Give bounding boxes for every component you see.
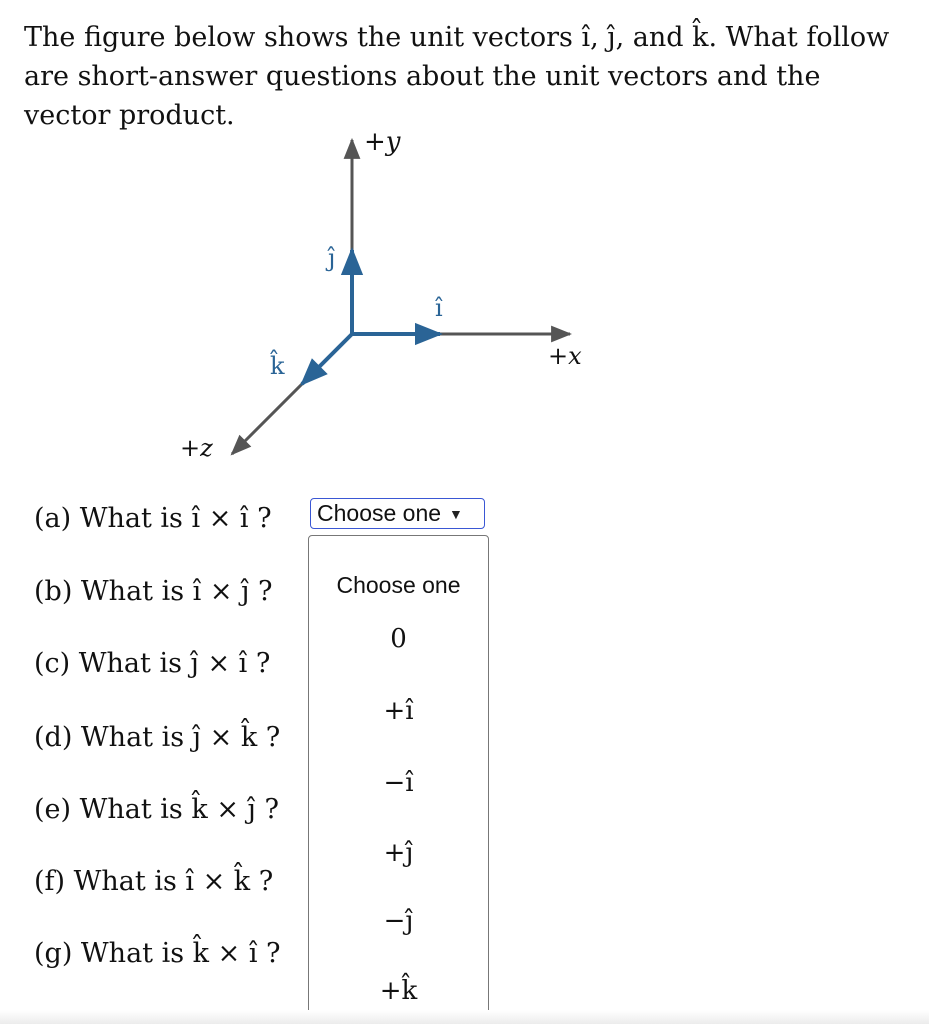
x-axis-label: +x	[548, 342, 582, 370]
answer-dropdown-menu	[308, 535, 489, 1024]
question-g: (g) What is k̂ × î ?	[34, 938, 281, 969]
dropdown-option[interactable]: 0	[390, 624, 407, 654]
dropdown-option[interactable]: −ĵ	[383, 906, 414, 936]
k-vector	[302, 334, 352, 384]
dropdown-option[interactable]: Choose one	[336, 572, 461, 598]
z-axis-label: +z	[180, 434, 213, 462]
unit-vector-figure	[150, 120, 630, 480]
j-vector-label: ĵ	[328, 244, 336, 272]
question-b: (b) What is î × ĵ ?	[34, 576, 273, 607]
question-f: (f) What is î × k̂ ?	[34, 866, 274, 897]
dropdown-option[interactable]: +î	[383, 696, 414, 726]
bottom-edge	[0, 1010, 929, 1024]
dropdown-option[interactable]: +ĵ	[383, 838, 414, 868]
intro-text: The figure below shows the unit vectors î, ĵ, and k̂. What follow are short-answer questions about the unit vectors and the vector product.	[24, 22, 890, 131]
question-d: (d) What is ĵ × k̂ ?	[34, 722, 281, 753]
y-axis-label: +y	[364, 127, 401, 157]
select-value: Choose one	[317, 500, 442, 526]
dropdown-option[interactable]: −î	[383, 768, 414, 798]
k-vector-label: k̂	[270, 352, 285, 380]
question-e: (e) What is k̂ × ĵ ?	[34, 794, 279, 825]
chevron-down-icon: ▼	[449, 505, 463, 522]
dropdown-option[interactable]: +k̂	[379, 976, 418, 1006]
i-vector-label: î	[435, 294, 443, 322]
question-a: (a) What is î × î ?	[34, 503, 272, 534]
answer-select-a[interactable]	[310, 498, 485, 529]
question-c: (c) What is ĵ × î ?	[34, 648, 271, 679]
